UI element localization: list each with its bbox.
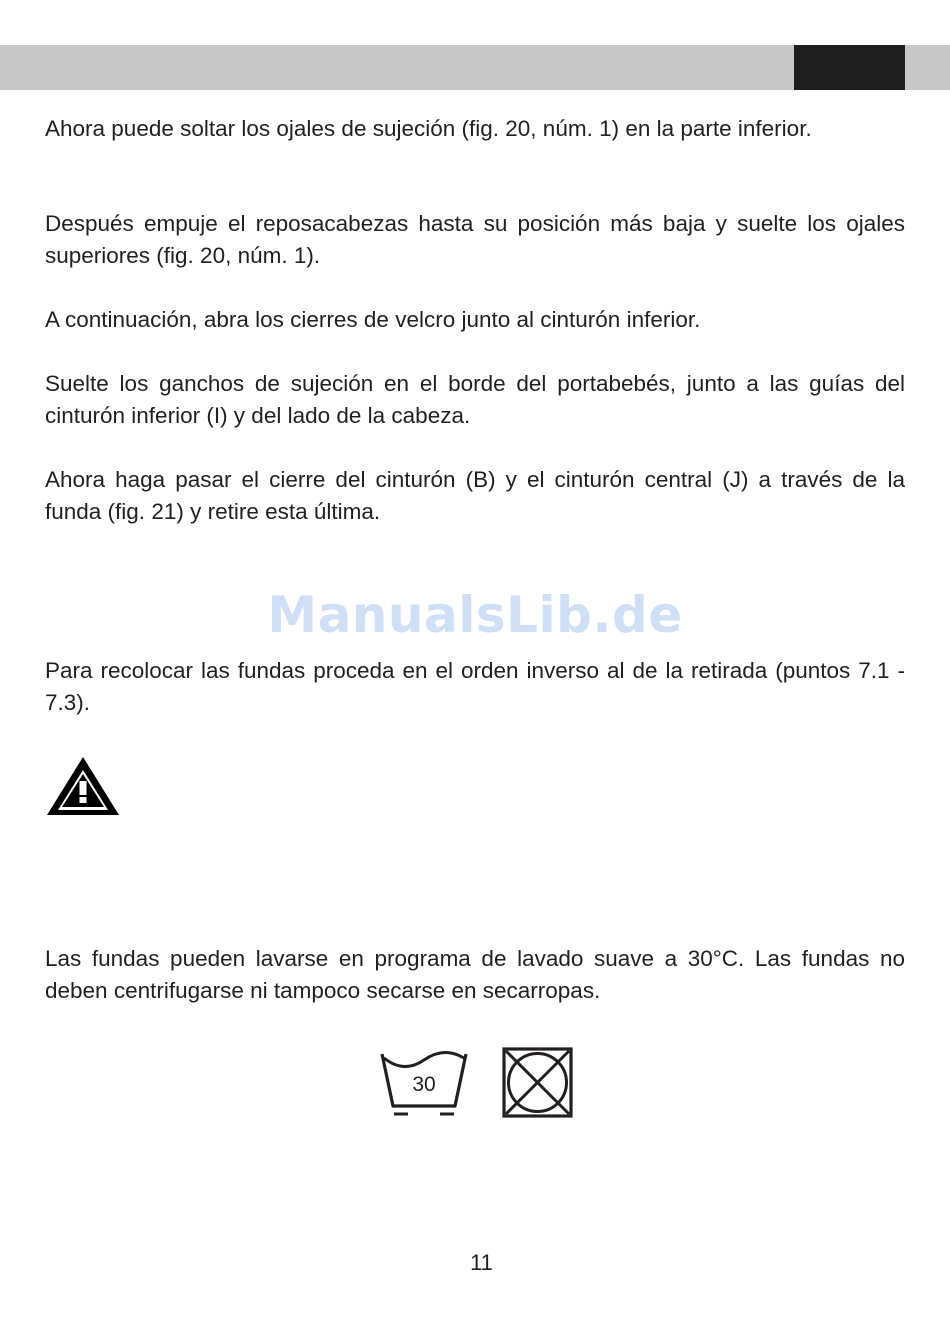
watermark: ManualsLib.de bbox=[267, 586, 683, 644]
paragraph-remove-cover: Ahora haga pasar el cierre del cinturón (B) y el cinturón central (J) a través de la funda (fig. 21) y retire esta última. bbox=[45, 467, 905, 524]
wash-30-gentle-icon bbox=[378, 1050, 470, 1118]
paragraph-velcro: A continuación, abra los cierres de velcro junto al cinturón inferior. bbox=[45, 307, 701, 332]
page-number: 11 bbox=[470, 1250, 493, 1275]
warning-triangle-icon bbox=[45, 755, 121, 817]
wash-temperature-label: 30 bbox=[412, 1073, 436, 1096]
header-tab bbox=[794, 45, 905, 90]
paragraph-release-eyelets: Ahora puede soltar los ojales de sujeción (fig. 20, núm. 1) en la parte inferior. bbox=[45, 116, 812, 141]
paragraph-refit-covers: Para recolocar las fundas proceda en el orden inverso al de la retirada (puntos 7.1 - 7.3). bbox=[45, 658, 905, 715]
paragraph-hooks: Suelte los ganchos de sujeción en el borde del portabebés, junto a las guías del cinturón inferior (I) y del lado de la cabeza. bbox=[45, 371, 905, 428]
no-tumble-dry-icon bbox=[501, 1046, 575, 1120]
paragraph-headrest: Después empuje el reposacabezas hasta su posición más baja y suelte los ojales superiores (fig. 20, núm. 1). bbox=[45, 211, 905, 268]
paragraph-washing: Las fundas pueden lavarse en programa de lavado suave a 30°C. Las fundas no deben centrifugarse ni tampoco secarse en secarropas. bbox=[45, 946, 905, 1003]
